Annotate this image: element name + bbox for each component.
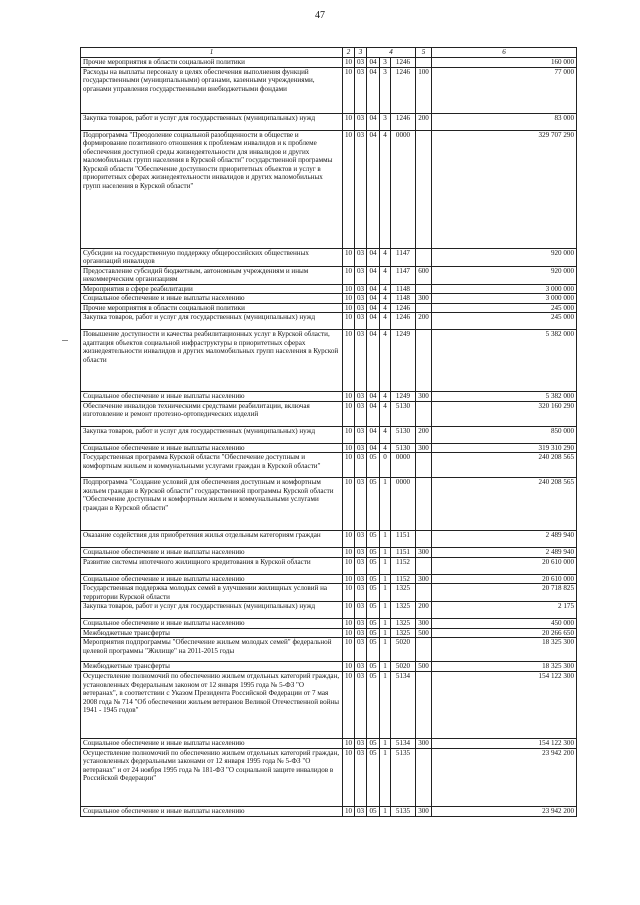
table-row bbox=[81, 619, 577, 629]
row-amount: 450 000 bbox=[432, 619, 577, 629]
row-subprogram: 4 bbox=[380, 303, 391, 313]
row-amount: 160 000 bbox=[432, 58, 577, 68]
row-section: 10 bbox=[343, 574, 355, 584]
header-cell-target: 4 bbox=[367, 48, 416, 58]
row-section: 10 bbox=[343, 531, 355, 548]
row-section: 10 bbox=[343, 548, 355, 558]
row-subprogram: 4 bbox=[380, 130, 391, 248]
row-subprogram: 1 bbox=[380, 584, 391, 602]
row-program: 04 bbox=[367, 426, 380, 443]
row-section: 10 bbox=[343, 453, 355, 478]
page-number: 47 bbox=[315, 10, 325, 21]
row-subprogram: 1 bbox=[380, 619, 391, 629]
row-section: 10 bbox=[343, 130, 355, 248]
row-name: Подпрограмма "Создание условий для обеспечения доступным и комфортным жильем граждан в Курской области" государственной программы Курской области "Обеспечение доступным и комфортным жильем и коммунальными услугами граждан в Курской области" bbox=[81, 478, 343, 531]
row-subprogram: 1 bbox=[380, 662, 391, 672]
row-expense-type bbox=[416, 303, 432, 313]
budget-table bbox=[80, 47, 577, 817]
row-name: Прочие мероприятия в области социальной политики bbox=[81, 58, 343, 68]
row-subprogram: 4 bbox=[380, 248, 391, 266]
row-program: 04 bbox=[367, 58, 380, 68]
row-subsection: 03 bbox=[355, 672, 367, 739]
table-row bbox=[81, 557, 577, 574]
row-name: Прочие мероприятия в области социальной политики bbox=[81, 303, 343, 313]
table-row bbox=[81, 453, 577, 478]
row-amount: 20 266 650 bbox=[432, 628, 577, 638]
row-program: 05 bbox=[367, 574, 380, 584]
row-section: 10 bbox=[343, 443, 355, 453]
row-subprogram: 3 bbox=[380, 113, 391, 130]
row-program: 04 bbox=[367, 401, 380, 426]
row-subprogram: 1 bbox=[380, 574, 391, 584]
row-amount: 850 000 bbox=[432, 426, 577, 443]
row-amount: 2 489 940 bbox=[432, 531, 577, 548]
row-amount: 83 000 bbox=[432, 113, 577, 130]
row-name: Межбюджетные трансферты bbox=[81, 662, 343, 672]
table-row bbox=[81, 266, 577, 284]
row-subprogram: 1 bbox=[380, 602, 391, 619]
header-cell-section: 2 bbox=[343, 48, 355, 58]
row-program: 04 bbox=[367, 392, 380, 402]
row-program: 04 bbox=[367, 443, 380, 453]
header-cell-name: 1 bbox=[81, 48, 343, 58]
row-subsection: 03 bbox=[355, 806, 367, 816]
table-row bbox=[81, 392, 577, 402]
row-section: 10 bbox=[343, 672, 355, 739]
row-subprogram: 1 bbox=[380, 557, 391, 574]
row-subsection: 03 bbox=[355, 531, 367, 548]
row-direction: 5135 bbox=[391, 806, 416, 816]
row-expense-type bbox=[416, 330, 432, 392]
row-subsection: 03 bbox=[355, 443, 367, 453]
row-section: 10 bbox=[343, 401, 355, 426]
row-direction: 1249 bbox=[391, 392, 416, 402]
row-amount: 23 942 200 bbox=[432, 806, 577, 816]
row-direction: 1151 bbox=[391, 548, 416, 558]
row-subprogram: 3 bbox=[380, 67, 391, 113]
table-row bbox=[81, 806, 577, 816]
row-direction: 5134 bbox=[391, 672, 416, 739]
row-program: 04 bbox=[367, 284, 380, 294]
row-subsection: 03 bbox=[355, 602, 367, 619]
row-expense-type: 200 bbox=[416, 426, 432, 443]
row-direction: 5020 bbox=[391, 662, 416, 672]
row-name: Мероприятия подпрограммы "Обеспечение жильем молодых семей" федеральной целевой программы "Жилище" на 2011-2015 годы bbox=[81, 638, 343, 662]
row-subsection: 03 bbox=[355, 67, 367, 113]
row-expense-type bbox=[416, 584, 432, 602]
row-subsection: 03 bbox=[355, 313, 367, 330]
row-program: 05 bbox=[367, 602, 380, 619]
table-row bbox=[81, 58, 577, 68]
row-section: 10 bbox=[343, 294, 355, 304]
row-expense-type: 300 bbox=[416, 294, 432, 304]
row-expense-type bbox=[416, 478, 432, 531]
row-subsection: 03 bbox=[355, 548, 367, 558]
row-name: Обеспечение инвалидов техническими средствами реабилитации, включая изготовление и ремонт протезно-ортопедических изделий bbox=[81, 401, 343, 426]
table-row bbox=[81, 672, 577, 739]
row-subsection: 03 bbox=[355, 662, 367, 672]
table-row bbox=[81, 602, 577, 619]
table-row bbox=[81, 662, 577, 672]
row-program: 04 bbox=[367, 266, 380, 284]
row-subsection: 03 bbox=[355, 248, 367, 266]
row-expense-type: 300 bbox=[416, 739, 432, 749]
row-program: 04 bbox=[367, 313, 380, 330]
row-section: 10 bbox=[343, 739, 355, 749]
table-row bbox=[81, 303, 577, 313]
row-amount: 20 610 000 bbox=[432, 557, 577, 574]
row-program: 05 bbox=[367, 748, 380, 806]
row-name: Закупка товаров, работ и услуг для государственных (муниципальных) нужд bbox=[81, 113, 343, 130]
table-row bbox=[81, 584, 577, 602]
row-subprogram: 4 bbox=[380, 313, 391, 330]
row-expense-type: 300 bbox=[416, 806, 432, 816]
table-row bbox=[81, 531, 577, 548]
row-direction: 1151 bbox=[391, 531, 416, 548]
row-expense-type: 200 bbox=[416, 113, 432, 130]
row-amount: 3 000 000 bbox=[432, 294, 577, 304]
row-subsection: 03 bbox=[355, 130, 367, 248]
row-subprogram: 0 bbox=[380, 453, 391, 478]
row-expense-type bbox=[416, 638, 432, 662]
row-amount: 18 325 300 bbox=[432, 662, 577, 672]
row-section: 10 bbox=[343, 303, 355, 313]
row-section: 10 bbox=[343, 392, 355, 402]
row-program: 04 bbox=[367, 248, 380, 266]
row-name: Социальное обеспечение и иные выплаты населению bbox=[81, 443, 343, 453]
row-subprogram: 1 bbox=[380, 628, 391, 638]
row-program: 04 bbox=[367, 130, 380, 248]
row-direction: 0000 bbox=[391, 478, 416, 531]
row-direction: 1246 bbox=[391, 67, 416, 113]
table-row bbox=[81, 638, 577, 662]
row-direction: 5134 bbox=[391, 739, 416, 749]
row-name: Развитие системы ипотечного жилищного кредитования в Курской области bbox=[81, 557, 343, 574]
row-program: 05 bbox=[367, 548, 380, 558]
row-expense-type: 300 bbox=[416, 443, 432, 453]
row-direction: 5130 bbox=[391, 401, 416, 426]
row-name: Осуществление полномочий по обеспечению жильем отдельных категорий граждан, установленных Федеральным законом от 12 января 1995 года № 5-ФЗ "О ветеранах", в соответствии с Указом Президента Российской Федерации от 7 мая 2008 года № 714 "Об обеспечении жильем ветеранов Великой Отечественной войны 1941 - 1945 годов" bbox=[81, 672, 343, 739]
row-name: Предоставление субсидий бюджетным, автономным учреждениям и иным некоммерческим организациям bbox=[81, 266, 343, 284]
row-section: 10 bbox=[343, 478, 355, 531]
row-expense-type bbox=[416, 672, 432, 739]
row-amount: 240 208 565 bbox=[432, 478, 577, 531]
row-amount: 920 000 bbox=[432, 266, 577, 284]
row-subsection: 03 bbox=[355, 584, 367, 602]
table-row bbox=[81, 628, 577, 638]
header-cell-amount: 6 bbox=[432, 48, 577, 58]
row-subprogram: 4 bbox=[380, 426, 391, 443]
row-expense-type bbox=[416, 401, 432, 426]
row-direction: 0000 bbox=[391, 453, 416, 478]
row-name: Расходы на выплаты персоналу в целях обеспечения выполнения функций государственными (муниципальными) органами, казенными учреждениями, органами управления государственными внебюджетными фондами bbox=[81, 67, 343, 113]
row-subprogram: 1 bbox=[380, 548, 391, 558]
row-subprogram: 4 bbox=[380, 330, 391, 392]
row-expense-type bbox=[416, 130, 432, 248]
row-program: 05 bbox=[367, 478, 380, 531]
row-subsection: 03 bbox=[355, 574, 367, 584]
row-name: Социальное обеспечение и иные выплаты населению bbox=[81, 806, 343, 816]
row-section: 10 bbox=[343, 619, 355, 629]
row-amount: 5 382 000 bbox=[432, 392, 577, 402]
row-subsection: 03 bbox=[355, 392, 367, 402]
row-expense-type: 300 bbox=[416, 392, 432, 402]
row-program: 04 bbox=[367, 67, 380, 113]
table-row bbox=[81, 294, 577, 304]
table-row bbox=[81, 443, 577, 453]
row-amount: 240 208 565 bbox=[432, 453, 577, 478]
row-name: Закупка товаров, работ и услуг для государственных (муниципальных) нужд bbox=[81, 313, 343, 330]
row-direction: 5130 bbox=[391, 426, 416, 443]
row-amount: 20 610 000 bbox=[432, 574, 577, 584]
row-expense-type: 600 bbox=[416, 266, 432, 284]
row-expense-type: 300 bbox=[416, 548, 432, 558]
row-name: Повышение доступности и качества реабилитационных услуг в Курской области, адаптация объектов социальной инфраструктуры в приоритетных сферах жизнедеятельности инвалидов и других маломобильных групп населения в Курской области bbox=[81, 330, 343, 392]
row-program: 05 bbox=[367, 584, 380, 602]
table-row bbox=[81, 313, 577, 330]
row-subprogram: 4 bbox=[380, 401, 391, 426]
row-subprogram: 4 bbox=[380, 284, 391, 294]
row-section: 10 bbox=[343, 662, 355, 672]
row-name: Социальное обеспечение и иные выплаты населению bbox=[81, 574, 343, 584]
row-subprogram: 1 bbox=[380, 748, 391, 806]
row-section: 10 bbox=[343, 426, 355, 443]
row-name: Осуществление полномочий по обеспечению жильем отдельных категорий граждан, установленных федеральными законами от 12 января 1995 года № 5-ФЗ "О ветеранах" и от 24 ноября 1995 года № 181-ФЗ "О социальной защите инвалидов в Российской Федерации" bbox=[81, 748, 343, 806]
table-row bbox=[81, 574, 577, 584]
row-direction: 1148 bbox=[391, 284, 416, 294]
row-direction: 5020 bbox=[391, 638, 416, 662]
row-section: 10 bbox=[343, 113, 355, 130]
row-expense-type: 300 bbox=[416, 574, 432, 584]
table-row bbox=[81, 284, 577, 294]
table-row bbox=[81, 426, 577, 443]
row-subsection: 03 bbox=[355, 619, 367, 629]
row-direction: 1246 bbox=[391, 58, 416, 68]
row-expense-type bbox=[416, 557, 432, 574]
row-name: Социальное обеспечение и иные выплаты населению bbox=[81, 294, 343, 304]
row-direction: 1147 bbox=[391, 248, 416, 266]
row-subsection: 03 bbox=[355, 478, 367, 531]
row-direction: 1148 bbox=[391, 294, 416, 304]
row-subsection: 03 bbox=[355, 303, 367, 313]
row-amount: 245 000 bbox=[432, 303, 577, 313]
table-row bbox=[81, 130, 577, 248]
row-direction: 1246 bbox=[391, 303, 416, 313]
row-section: 10 bbox=[343, 638, 355, 662]
row-expense-type bbox=[416, 748, 432, 806]
row-expense-type bbox=[416, 453, 432, 478]
row-subprogram: 4 bbox=[380, 392, 391, 402]
row-amount: 320 160 290 bbox=[432, 401, 577, 426]
row-name: Подпрограмма "Преодоление социальной разобщенности в обществе и формирование позитивного отношения к проблемам инвалидов и к проблеме обеспечения доступной среды жизнедеятельности для инвалидов и других маломобильных групп населения в Курской области" государственной программы Курской области "Обеспечение доступности приоритетных объектов и услуг в приоритетных сферах жизнедеятельности инвалидов и других маломобильных групп населения в Курской области" bbox=[81, 130, 343, 248]
table-row bbox=[81, 330, 577, 392]
row-name: Закупка товаров, работ и услуг для государственных (муниципальных) нужд bbox=[81, 602, 343, 619]
row-direction: 1152 bbox=[391, 574, 416, 584]
row-subprogram: 3 bbox=[380, 58, 391, 68]
table-row bbox=[81, 748, 577, 806]
row-program: 04 bbox=[367, 303, 380, 313]
row-amount: 2 489 940 bbox=[432, 548, 577, 558]
row-name: Социальное обеспечение и иные выплаты населению bbox=[81, 619, 343, 629]
row-subprogram: 1 bbox=[380, 739, 391, 749]
row-expense-type bbox=[416, 284, 432, 294]
row-subsection: 03 bbox=[355, 58, 367, 68]
row-direction: 1246 bbox=[391, 113, 416, 130]
row-subprogram: 4 bbox=[380, 266, 391, 284]
row-section: 10 bbox=[343, 628, 355, 638]
row-subsection: 03 bbox=[355, 739, 367, 749]
row-subsection: 03 bbox=[355, 113, 367, 130]
row-section: 10 bbox=[343, 284, 355, 294]
table-row bbox=[81, 478, 577, 531]
table-row bbox=[81, 401, 577, 426]
row-program: 05 bbox=[367, 619, 380, 629]
row-direction: 1325 bbox=[391, 619, 416, 629]
row-subprogram: 1 bbox=[380, 478, 391, 531]
row-amount: 20 718 825 bbox=[432, 584, 577, 602]
row-direction: 5135 bbox=[391, 748, 416, 806]
row-name: Государственная программа Курской области "Обеспечение доступным и комфортным жильем и коммунальными услугами граждан в Курской области" bbox=[81, 453, 343, 478]
row-amount: 3 000 000 bbox=[432, 284, 577, 294]
row-expense-type: 200 bbox=[416, 602, 432, 619]
row-subsection: 03 bbox=[355, 401, 367, 426]
row-direction: 1249 bbox=[391, 330, 416, 392]
row-amount: 319 310 290 bbox=[432, 443, 577, 453]
row-subprogram: 1 bbox=[380, 806, 391, 816]
row-name: Социальное обеспечение и иные выплаты населению bbox=[81, 548, 343, 558]
table-row bbox=[81, 67, 577, 113]
row-section: 10 bbox=[343, 67, 355, 113]
row-subsection: 03 bbox=[355, 748, 367, 806]
row-name: Межбюджетные трансферты bbox=[81, 628, 343, 638]
row-amount: 920 000 bbox=[432, 248, 577, 266]
row-expense-type bbox=[416, 58, 432, 68]
row-amount: 329 707 290 bbox=[432, 130, 577, 248]
row-expense-type bbox=[416, 248, 432, 266]
header-cell-expense-type: 5 bbox=[416, 48, 432, 58]
table-row bbox=[81, 113, 577, 130]
row-direction: 1325 bbox=[391, 584, 416, 602]
row-section: 10 bbox=[343, 557, 355, 574]
row-subsection: 03 bbox=[355, 294, 367, 304]
row-program: 05 bbox=[367, 453, 380, 478]
table-row bbox=[81, 248, 577, 266]
row-subprogram: 1 bbox=[380, 672, 391, 739]
row-direction: 1147 bbox=[391, 266, 416, 284]
row-program: 05 bbox=[367, 628, 380, 638]
row-subsection: 03 bbox=[355, 330, 367, 392]
row-subsection: 03 bbox=[355, 453, 367, 478]
header-cell-subsection: 3 bbox=[355, 48, 367, 58]
row-direction: 1325 bbox=[391, 602, 416, 619]
row-subsection: 03 bbox=[355, 638, 367, 662]
row-section: 10 bbox=[343, 330, 355, 392]
row-amount: 18 325 300 bbox=[432, 638, 577, 662]
row-amount: 2 175 bbox=[432, 602, 577, 619]
row-subsection: 03 bbox=[355, 628, 367, 638]
header-row bbox=[81, 48, 577, 58]
row-direction: 0000 bbox=[391, 130, 416, 248]
row-name: Социальное обеспечение и иные выплаты населению bbox=[81, 739, 343, 749]
row-subsection: 03 bbox=[355, 557, 367, 574]
row-section: 10 bbox=[343, 313, 355, 330]
row-subprogram: 1 bbox=[380, 638, 391, 662]
row-program: 04 bbox=[367, 113, 380, 130]
row-name: Социальное обеспечение и иные выплаты населению bbox=[81, 392, 343, 402]
row-program: 04 bbox=[367, 330, 380, 392]
row-amount: 154 122 300 bbox=[432, 739, 577, 749]
row-program: 05 bbox=[367, 806, 380, 816]
row-amount: 77 000 bbox=[432, 67, 577, 113]
row-subprogram: 4 bbox=[380, 294, 391, 304]
row-program: 05 bbox=[367, 557, 380, 574]
row-amount: 23 942 200 bbox=[432, 748, 577, 806]
row-name: Мероприятия в сфере реабилитации bbox=[81, 284, 343, 294]
table-row bbox=[81, 548, 577, 558]
row-expense-type bbox=[416, 531, 432, 548]
row-amount: 245 000 bbox=[432, 313, 577, 330]
row-subsection: 03 bbox=[355, 426, 367, 443]
row-section: 10 bbox=[343, 266, 355, 284]
row-program: 05 bbox=[367, 672, 380, 739]
row-name: Оказание содействия для приобретения жилья отдельным категориям граждан bbox=[81, 531, 343, 548]
row-program: 05 bbox=[367, 638, 380, 662]
row-expense-type: 500 bbox=[416, 628, 432, 638]
row-section: 10 bbox=[343, 806, 355, 816]
row-program: 05 bbox=[367, 739, 380, 749]
row-name: Государственная поддержка молодых семей в улучшении жилищных условий на территории Курской области bbox=[81, 584, 343, 602]
row-name: Закупка товаров, работ и услуг для государственных (муниципальных) нужд bbox=[81, 426, 343, 443]
row-direction: 1246 bbox=[391, 313, 416, 330]
row-section: 10 bbox=[343, 584, 355, 602]
margin-mark bbox=[62, 340, 68, 341]
row-expense-type: 500 bbox=[416, 662, 432, 672]
row-program: 04 bbox=[367, 294, 380, 304]
row-direction: 1325 bbox=[391, 628, 416, 638]
row-program: 05 bbox=[367, 531, 380, 548]
row-expense-type: 300 bbox=[416, 619, 432, 629]
row-direction: 5130 bbox=[391, 443, 416, 453]
row-direction: 1152 bbox=[391, 557, 416, 574]
row-section: 10 bbox=[343, 748, 355, 806]
row-amount: 5 382 000 bbox=[432, 330, 577, 392]
row-subsection: 03 bbox=[355, 266, 367, 284]
row-expense-type: 200 bbox=[416, 313, 432, 330]
row-program: 05 bbox=[367, 662, 380, 672]
row-section: 10 bbox=[343, 248, 355, 266]
row-subprogram: 1 bbox=[380, 531, 391, 548]
row-amount: 154 122 300 bbox=[432, 672, 577, 739]
row-section: 10 bbox=[343, 602, 355, 619]
row-name: Субсидии на государственную поддержку общероссийских общественных организаций инвалидов bbox=[81, 248, 343, 266]
row-section: 10 bbox=[343, 58, 355, 68]
table-row bbox=[81, 739, 577, 749]
row-subsection: 03 bbox=[355, 284, 367, 294]
row-subprogram: 4 bbox=[380, 443, 391, 453]
row-expense-type: 100 bbox=[416, 67, 432, 113]
